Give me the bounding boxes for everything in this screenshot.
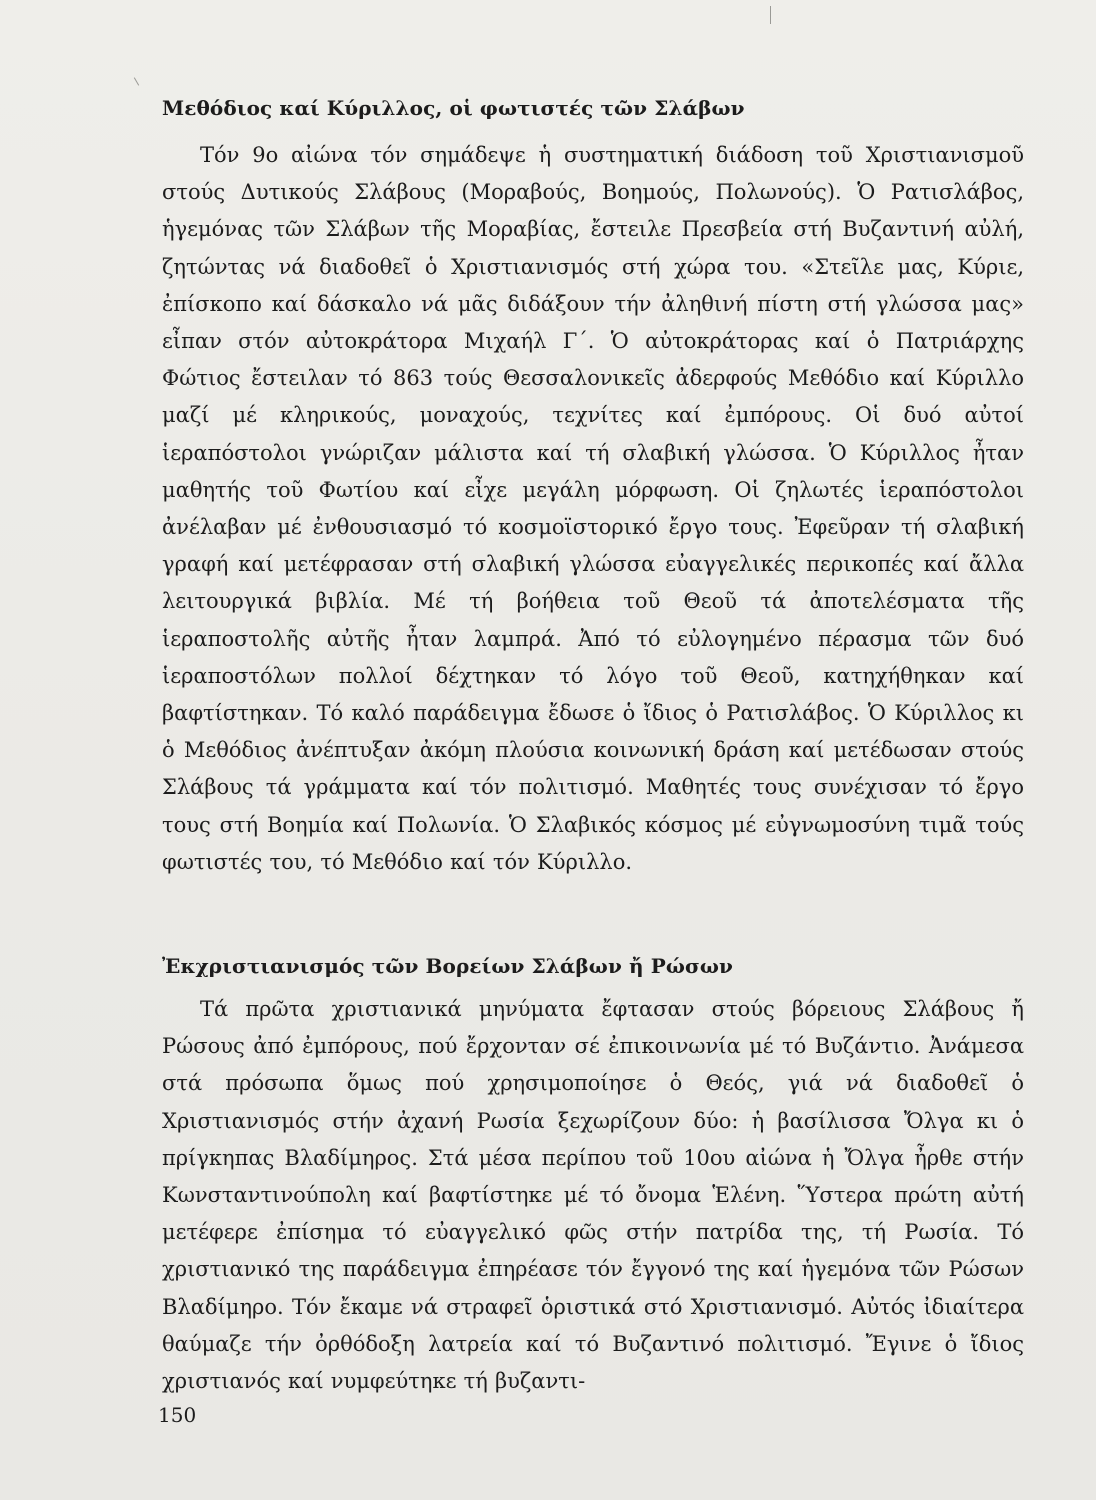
section-heading-northern-slavs: Ἐκχριστιανισμός τῶν Βορείων Σλάβων ἤ Ρώσων: [162, 954, 733, 978]
section-body-northern-slavs: Τά πρῶτα χριστιανικά μηνύματα ἔφτασαν στούς βόρειους Σλάβους ἤ Ρώσους ἀπό ἐμπόρους, πού ἔρχονταν σέ ἐπικοινωνία μέ τό Βυζάντιο. Ἀνάμεσα στά πρόσωπα ὅμως πού χρησιμοποίησε ὁ Θεός, γιά νά διαδοθεῖ ὁ Χριστιανισμός στήν ἀχανή Ρωσία ξεχωρίζουν δύο: ἡ βασίλισσα Ὄλγα κι ὁ πρίγκηπας Βλαδίμηρος. Στά μέσα περίπου τοῦ 10ου αἰώνα ἡ Ὄλγα ἦρθε στήν Κωνσταντινούπολη καί βαφτίστηκε μέ τό ὄνομα Ἑλένη. Ὕστερα πρώτη αὐτή μετέφερε ἐπίσημα τό εὐαγγελικό φῶς στήν πατρίδα της, τή Ρωσία. Τό χριστιανικό της παράδειγμα ἐπηρέασε τόν ἔγγονό της καί ἡγεμόνα τῶν Ρώσων Βλαδίμηρο. Τόν ἔκαμε νά στραφεῖ ὁριστικά στό Χριστιανισμό. Αὐτός ἰδιαίτερα θαύμαζε τήν ὀρθόδοξη λατρεία καί τό Βυζαντινό πολιτισμό. Ἔγινε ὁ ἴδιος χριστιανός καί νυμφεύτηκε τή βυζαντι-: [162, 997, 1024, 1394]
scan-mark: [770, 6, 771, 24]
page-number: 150: [158, 1403, 197, 1427]
scan-mark: [134, 77, 139, 85]
section-heading-methodius-cyril: Μεθόδιος καί Κύριλλος, οἱ φωτιστές τῶν Σλάβων: [162, 96, 745, 120]
section-body-methodius-cyril: Τόν 9ο αἰώνα τόν σημάδεψε ἡ συστηματική διάδοση τοῦ Χριστιανισμοῦ στούς Δυτικούς Σλάβους (Μοραβούς, Βοημούς, Πολωνούς). Ὁ Ρατισλάβος, ἡγεμόνας τῶν Σλάβων τῆς Μοραβίας, ἔστειλε Πρεσβεία στή Βυζαντινή αὐλή, ζητώντας νά διαδοθεῖ ὁ Χριστιανισμός στή χώρα του. «Στεῖλε μας, Κύριε, ἐπίσκοπο καί δάσκαλο νά μᾶς διδάξουν τήν ἀληθινή πίστη στή γλώσσα μας» εἶπαν στόν αὐτοκράτορα Μιχαήλ Γ΄. Ὁ αὐτοκράτορας καί ὁ Πατριάρχης Φώτιος ἔστειλαν τό 863 τούς Θεσσαλονικεῖς ἀδερφούς Μεθόδιο καί Κύριλλο μαζί μέ κληρικούς, μοναχούς, τεχνίτες καί ἐμπόρους. Οἱ δυό αὐτοί ἱεραπόστολοι γνώριζαν μάλιστα καί τή σλαβική γλώσσα. Ὁ Κύριλλος ἦταν μαθητής τοῦ Φωτίου καί εἶχε μεγάλη μόρφωση. Οἱ ζηλωτές ἱεραπόστολοι ἀνέλαβαν μέ ἐνθουσιασμό τό κοσμοϊστορικό ἔργο τους. Ἐφεῦραν τή σλαβική γραφή καί μετέφρασαν στή σλαβική γλώσσα εὐαγγελικές περικοπές καί ἄλλα λειτουργικά βιβλία. Μέ τή βοήθεια τοῦ Θεοῦ τά ἀποτελέσματα τῆς ἱεραποστολῆς αὐτῆς ἦταν λαμπρά. Ἀπό τό εὐλογημένο πέρασμα τῶν δυό ἱεραποστόλων πολλοί δέχτηκαν τό λόγο τοῦ Θεοῦ, κατηχήθηκαν καί βαφτίστηκαν. Τό καλό παράδειγμα ἔδωσε ὁ ἴδιος ὁ Ρατισλάβος. Ὁ Κύριλλος κι ὁ Μεθόδιος ἀνέπτυξαν ἀκόμη πλούσια κοινωνική δράση καί μετέδωσαν στούς Σλάβους τά γράμματα καί τόν πολιτισμό. Μαθητές τους συνέχισαν τό ἔργο τους στή Βοημία καί Πολωνία. Ὁ Σλαβικός κόσμος μέ εὐγνωμοσύνη τιμᾶ τούς φωτιστές του, τό Μεθόδιο καί τόν Κύριλλο.: [162, 143, 1024, 874]
